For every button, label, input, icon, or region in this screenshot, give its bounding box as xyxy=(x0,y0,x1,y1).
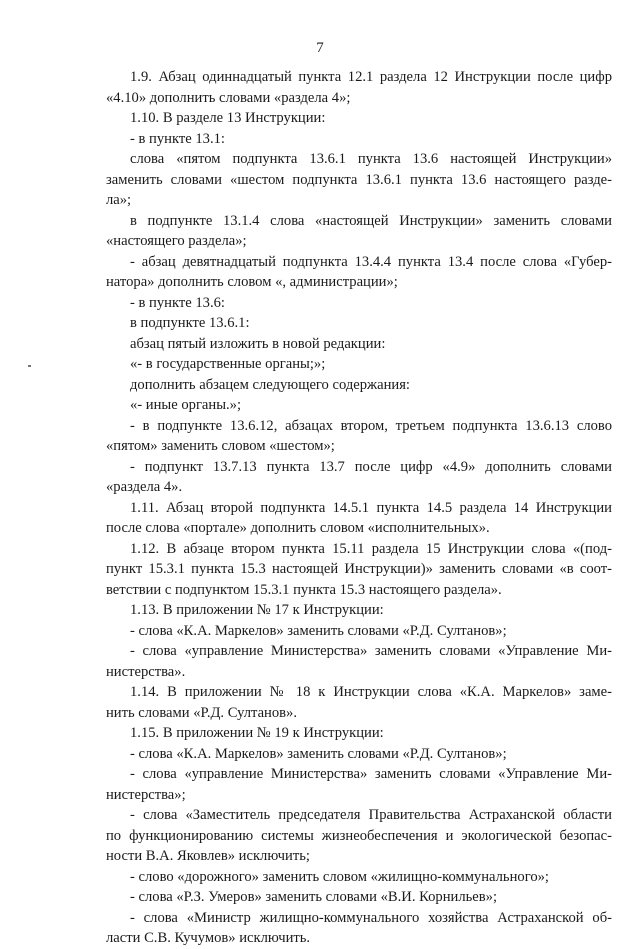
text-line: дополнить абзацем следующего содержания: xyxy=(130,376,410,393)
text-line: в подпункте 13.1.4 слова «настоящей Инструкции» заменить словами xyxy=(130,212,612,229)
text-line: абзац пятый изложить в новой редакции: xyxy=(130,335,386,352)
text-line: по функционированию системы жизнеобеспечения и экологической безопас- xyxy=(106,827,612,844)
text-line: слова «пятом подпункта 13.6.1 пункта 13.6 настоящей Инструкции» xyxy=(130,151,612,167)
text-line: - слово «дорожного» заменить словом «жилищно-коммунального»; xyxy=(130,868,549,885)
text-line: 1.11. Абзац второй подпункта 14.5.1 пункта 14.5 раздела 14 Инструкции xyxy=(130,499,612,516)
text-line: «настоящего раздела»; xyxy=(106,233,247,249)
text-line: 1.14. В приложении № 18 к Инструкции слова «К.А. Маркелов» заме- xyxy=(130,684,612,700)
text-line: - слова «управление Министерства» заменить словами «Управление Ми- xyxy=(130,643,612,659)
text-line: 1.15. В приложении № 19 к Инструкции: xyxy=(130,725,384,741)
text-line: - слова «К.А. Маркелов» заменить словами «Р.Д. Султанов»; xyxy=(130,745,507,762)
page-number: 7 xyxy=(316,40,324,56)
text-line: 1.10. В разделе 13 Инструкции: xyxy=(130,110,326,126)
scan-mark xyxy=(28,365,31,367)
text-line: ласти С.В. Кучумов» исключить. xyxy=(106,930,311,946)
text-line: - в пункте 13.6: xyxy=(130,294,225,311)
text-line: 1.13. В приложении № 17 к Инструкции: xyxy=(130,602,384,618)
text-line: заменить словами «шестом подпункта 13.6.1 пункта 13.6 настоящего разде- xyxy=(106,171,612,188)
text-line: ности В.А. Яковлев» исключить; xyxy=(106,848,310,864)
text-line: «- в государственные органы;»; xyxy=(130,356,326,372)
text-line: - слова «Заместитель председателя Правительства Астраханской области xyxy=(130,807,612,823)
text-line: нить словами «Р.Д. Султанов». xyxy=(106,704,298,721)
text-line: ла»; xyxy=(106,192,132,208)
text-line: 1.9. Абзац одиннадцатый пункта 12.1 раздела 12 Инструкции после цифр xyxy=(130,69,612,85)
document-body xyxy=(106,67,612,949)
text-line: «4.10» дополнить словами «раздела 4»; xyxy=(106,89,351,106)
text-line: - слова «Р.З. Умеров» заменить словами «В.И. Корнильев»; xyxy=(130,889,498,905)
text-line: после слова «портале» дополнить словом «исполнительных». xyxy=(106,520,490,536)
text-line: - абзац девятнадцатый подпункта 13.4.4 пункта 13.4 после слова «Губер- xyxy=(130,253,612,270)
text-line: - в пункте 13.1: xyxy=(130,130,225,147)
text-line: «- иные органы.»; xyxy=(130,397,242,413)
text-line: нистерства». xyxy=(106,663,186,680)
text-line: 1.12. В абзаце втором пункта 15.11 раздела 15 Инструкции слова «(под- xyxy=(130,540,612,557)
text-line: - подпункт 13.7.13 пункта 13.7 после цифр «4.9» дополнить словами xyxy=(130,458,612,475)
text-line: натора» дополнить словом «, администрации»; xyxy=(106,274,398,290)
text-line: «пятом» заменить словом «шестом»; xyxy=(106,438,335,454)
text-line: - слова «Министр жилищно-коммунального хозяйства Астраханской об- xyxy=(130,909,612,926)
text-line: ветствии с подпунктом 15.3.1 пункта 15.3 настоящего раздела». xyxy=(106,581,502,598)
text-line: - слова «К.А. Маркелов» заменить словами «Р.Д. Султанов»; xyxy=(130,622,507,639)
text-line: «раздела 4». xyxy=(106,479,183,495)
text-line: пункт 15.3.1 пункта 15.3 настоящей Инструкции)» заменить словами «в соот- xyxy=(106,561,612,577)
text-line: в подпункте 13.6.1: xyxy=(130,315,250,331)
text-line: - в подпункте 13.6.12, абзацах втором, третьем подпункта 13.6.13 слово xyxy=(130,417,612,434)
text-line: - слова «управление Министерства» заменить словами «Управление Ми- xyxy=(130,766,612,782)
text-line: нистерства»; xyxy=(106,786,186,803)
